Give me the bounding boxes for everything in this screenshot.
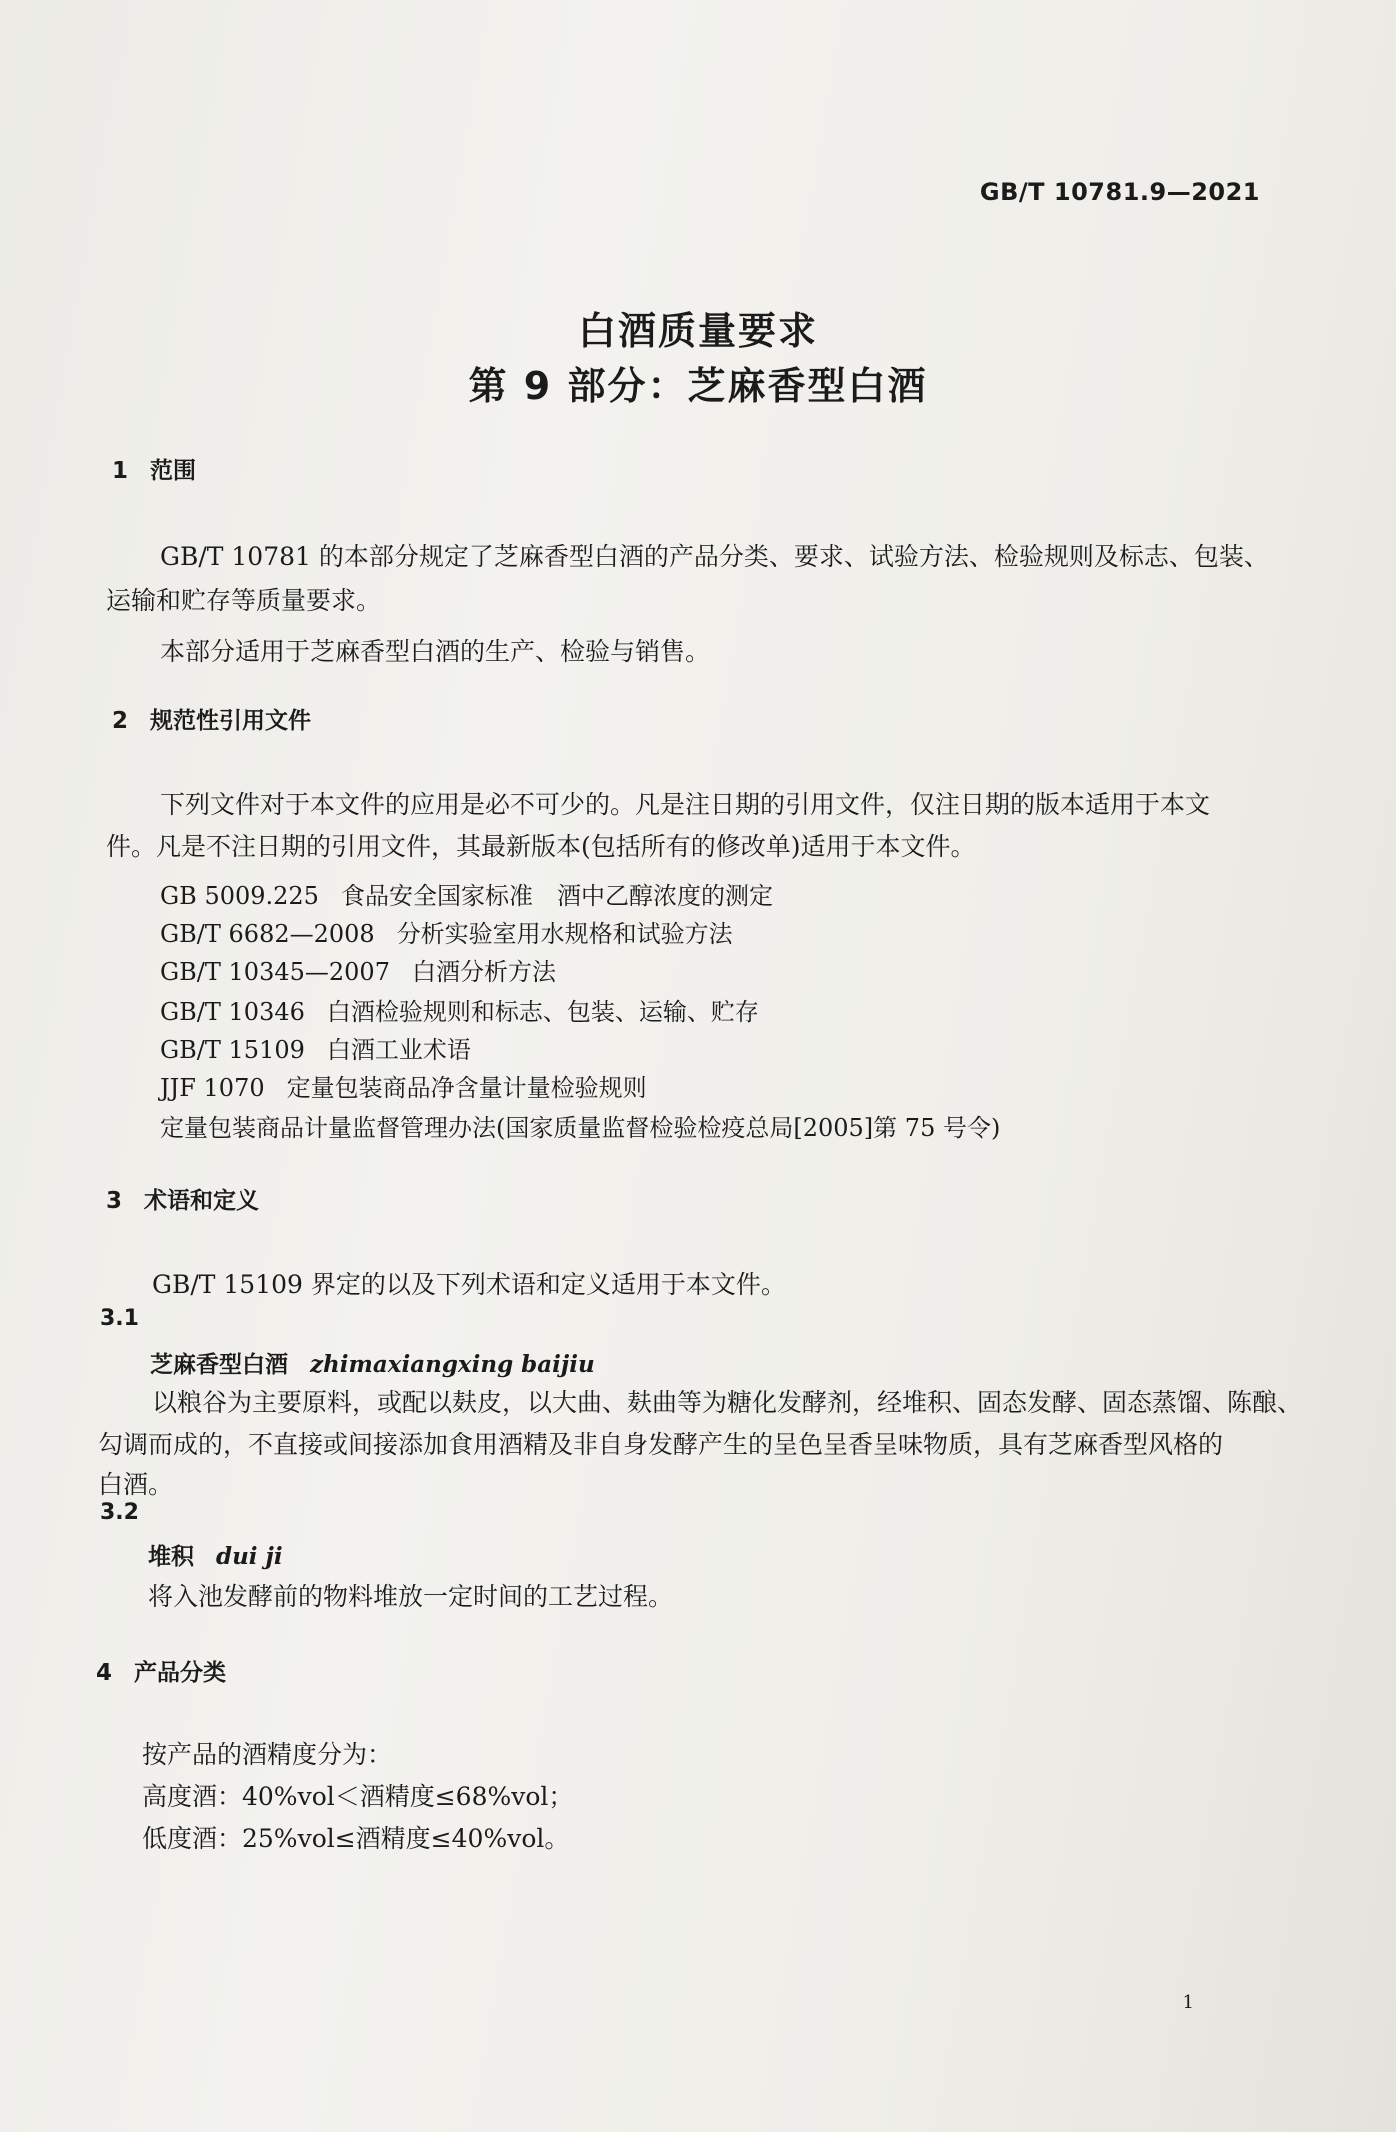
title-line-2: 第 9 部分：芝麻香型白酒 [468,364,928,408]
ref-code: GB/T 15109 [160,1036,305,1064]
term-3-1-def-line-2: 勾调而成的，不直接或间接添加食用酒精及非自身发酵产生的呈色呈香呈味物质，具有芝麻香型风格的 [98,1430,1224,1459]
term-3-1-number: 3.1 [100,1306,139,1331]
title-line-1: 白酒质量要求 [577,309,818,353]
ref-item-2 [160,914,733,949]
ref-code: GB/T 6682—2008 [160,920,375,948]
term-3-2-cn: 堆积 [148,1544,194,1570]
ref-title: 分析实验室用水规格和试验方法 [396,920,733,948]
section-3-title: 术语和定义 [144,1188,259,1214]
section-1-number: 1 [112,458,129,484]
ref-title: 白酒检验规则和标志、包装、运输、贮存 [326,998,759,1026]
term-3-2-def: 将入池发酵前的物料堆放一定时间的工艺过程。 [148,1582,674,1611]
s1-para-2: 本部分适用于芝麻香型白酒的生产、检验与销售。 [160,637,711,666]
ref-item-6 [160,1068,647,1103]
ref-title: 定量包装商品净含量计量检验规则 [286,1074,647,1102]
term-3-2 [148,1538,283,1571]
ref-code: GB 5009.225 [160,882,319,910]
ref-code: GB/T 10345—2007 [160,958,390,986]
s4-intro: 按产品的酒精度分为： [142,1740,393,1769]
s2-para-line-1: 下列文件对于本文件的应用是必不可少的。凡是注日期的引用文件，仅注日期的版本适用于本文 [160,790,1211,819]
s2-para-line-2: 件。凡是不注日期的引用文件，其最新版本(包括所有的修改单)适用于本文件。 [106,832,976,861]
section-3-heading [106,1182,259,1215]
ref-code: GB/T 10346 [160,998,305,1026]
ref-code: JJF 1070 [160,1074,265,1102]
term-3-1-def-line-3: 白酒。 [98,1470,174,1499]
term-3-2-number: 3.2 [100,1500,139,1525]
s4-high-proof: 高度酒：40%vol＜酒精度≤68%vol； [142,1782,574,1811]
term-3-1 [150,1346,595,1379]
ref-item-4 [160,992,759,1027]
section-2-title: 规范性引用文件 [150,708,311,734]
s4-low-proof: 低度酒：25%vol≤酒精度≤40%vol。 [142,1824,570,1853]
section-3-number: 3 [106,1188,123,1214]
s1-para-1-line-2: 运输和贮存等质量要求。 [106,586,382,615]
section-4-title: 产品分类 [134,1660,226,1686]
ref-title: 食品安全国家标准 酒中乙醇浓度的测定 [340,882,773,910]
ref-title: 白酒分析方法 [411,958,556,986]
ref-item-3 [160,952,556,987]
term-3-1-cn: 芝麻香型白酒 [150,1352,288,1378]
page-number: 1 [1182,1992,1194,2013]
ref-item-5 [160,1030,471,1065]
section-4-number: 4 [96,1660,113,1686]
section-1-heading [112,452,196,485]
section-1-title: 范围 [150,458,196,484]
s3-intro: GB/T 15109 界定的以及下列术语和定义适用于本文件。 [152,1270,786,1299]
s1-para-1-line-1: GB/T 10781 的本部分规定了芝麻香型白酒的产品分类、要求、试验方法、检验规则及标志、包装、 [160,542,1269,571]
ref-item-7: 定量包装商品计量监督管理办法(国家质量监督检验检疫总局[2005]第 75 号令) [160,1114,1001,1142]
section-2-number: 2 [112,708,129,734]
ref-item-1 [160,876,773,911]
term-3-2-en: dui ji [216,1543,283,1570]
section-2-heading [112,702,311,735]
section-4-heading [96,1654,226,1687]
standard-id: GB/T 10781.9—2021 [979,178,1260,206]
term-3-1-def-line-1: 以粮谷为主要原料，或配以麸皮，以大曲、麸曲等为糖化发酵剂，经堆积、固态发酵、固态蒸馏、陈酿、 [152,1388,1303,1417]
term-3-1-en: zhimaxiangxing baijiu [310,1351,595,1378]
ref-title: 白酒工业术语 [326,1036,471,1064]
